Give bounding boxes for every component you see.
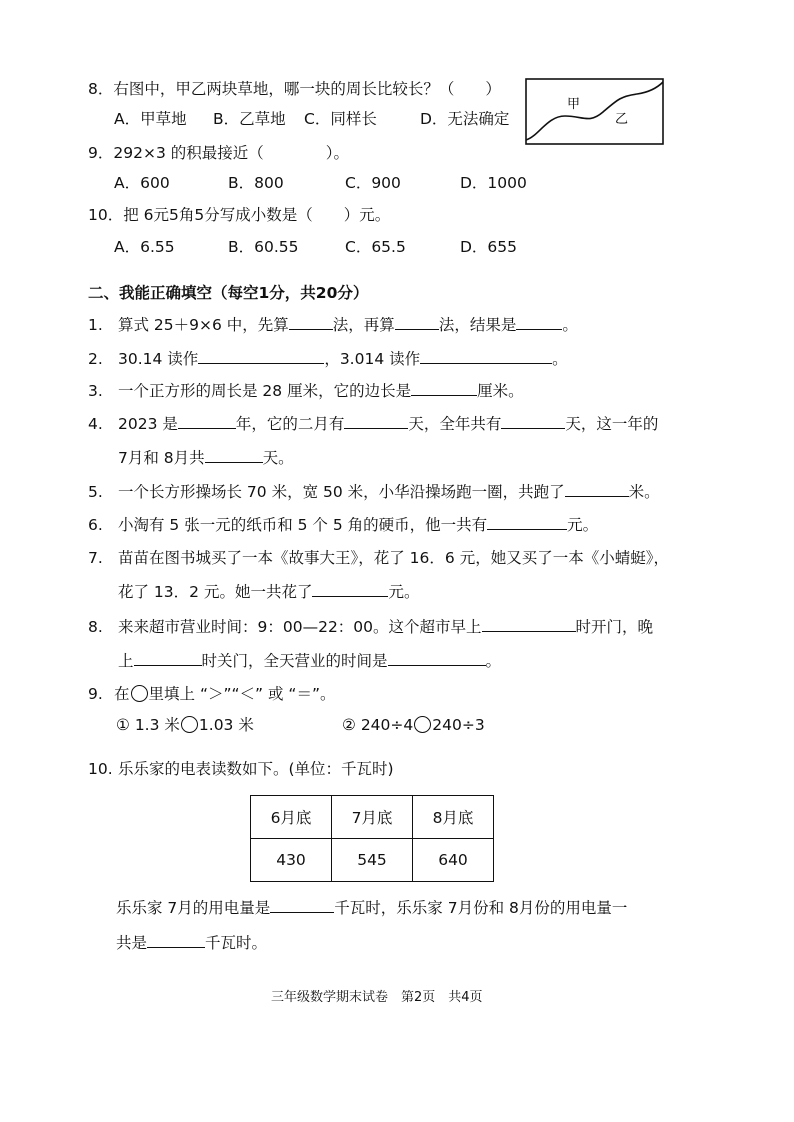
- s2-q9-item1-left: ① 1.3 米: [116, 716, 180, 734]
- s2-q4-blank-1[interactable]: [178, 414, 236, 429]
- q8-option-d: D．无法确定: [420, 110, 510, 128]
- s2-q5-text-2: 米。: [628, 483, 660, 501]
- s2-q2-text-1: 30.14 读作: [118, 350, 199, 368]
- s2-q9-item2-left: ② 240÷4: [342, 716, 414, 734]
- s2-q8: [88, 616, 653, 638]
- s2-q8-text-2: 时开门，晚: [575, 618, 654, 636]
- s2-q4-text-6: 天。: [262, 449, 294, 467]
- s2-q9-text-1: 在: [114, 685, 130, 703]
- s2-q6-number: 6.: [88, 516, 103, 534]
- q9-option-d: D．1000: [460, 174, 527, 192]
- s2-q4-blank-4[interactable]: [205, 448, 263, 463]
- s2-q10-number: 10.: [88, 760, 113, 778]
- s2-q3-text-1: 一个正方形的周长是 28 厘米，它的边长是: [118, 382, 412, 400]
- s2-q10-line1: [116, 897, 627, 919]
- meter-reading-table: [250, 795, 494, 882]
- s2-q9-item1-right: 1.03 米: [198, 716, 254, 734]
- s2-q1-text-2: 法，再算: [332, 316, 395, 334]
- s2-q6: [88, 514, 598, 536]
- s2-q1-text-1: 算式 25＋9×6 中，先算: [118, 316, 289, 334]
- q9-option-a: A．600: [114, 174, 170, 192]
- s2-q4-blank-2[interactable]: [344, 414, 408, 429]
- s2-q2-number: 2.: [88, 350, 103, 368]
- lawn-figure: [525, 78, 665, 146]
- table-cell: 545: [332, 839, 413, 882]
- s2-q4-text-4: 天，这一年的: [565, 415, 659, 433]
- q8-option-a: A．甲草地: [114, 110, 187, 128]
- s2-q3-text-2: 厘米。: [477, 382, 524, 400]
- s2-q2-blank-2[interactable]: [420, 349, 552, 364]
- s2-q7-line2: [118, 581, 419, 603]
- s2-q10-text-4: 千瓦时。: [205, 934, 268, 952]
- s2-q8-blank-1[interactable]: [482, 617, 576, 632]
- s2-q10-text: 乐乐家的电表读数如下。(单位：千瓦时): [118, 760, 394, 778]
- q10-text: 把 6元5角5分写成小数是（ ）元。: [123, 206, 391, 224]
- compare-circle-1[interactable]: [181, 716, 198, 733]
- q9-number: 9．: [88, 144, 114, 162]
- q8-option-b: B．乙草地: [213, 110, 286, 128]
- s2-q5-number: 5.: [88, 483, 103, 501]
- s2-q1-blank-1[interactable]: [289, 315, 333, 330]
- s2-q10-text-2: 千瓦时，乐乐家 7月份和 8月份的用电量一: [334, 899, 628, 917]
- s2-q4-line2: [118, 447, 294, 469]
- s2-q8-text-4: 时关门，全天营业的时间是: [201, 652, 388, 670]
- table-row: [251, 839, 494, 882]
- s2-q8-line2: [118, 650, 501, 672]
- table-cell: 640: [413, 839, 494, 882]
- s2-q10: [88, 758, 394, 780]
- s2-q1-text-3: 法，结果是: [438, 316, 517, 334]
- s2-q4-text-2: 年，它的二月有: [235, 415, 345, 433]
- s2-q1-blank-3[interactable]: [516, 315, 562, 330]
- s2-q10-blank-1[interactable]: [270, 898, 334, 913]
- s2-q8-text-1: 来来超市营业时间：9：00—22：00。这个超市早上: [118, 618, 482, 636]
- compare-circle-icon: [131, 685, 148, 702]
- s2-q8-blank-3[interactable]: [388, 651, 486, 666]
- compare-circle-2[interactable]: [414, 716, 431, 733]
- s2-q8-text-5: 。: [485, 652, 502, 670]
- table-header-row: [251, 796, 494, 839]
- lawn-rectangle: [526, 79, 663, 144]
- s2-q5: [88, 481, 660, 503]
- s2-q1-text-4: 。: [562, 316, 578, 334]
- s2-q4-text-1: 2023 是: [118, 415, 178, 433]
- q8-number: 8．: [88, 80, 114, 98]
- q9-option-b: B．800: [228, 174, 284, 192]
- s2-q4-text-5: 7月和 8月共: [118, 449, 205, 467]
- s2-q2-blank-1[interactable]: [198, 349, 324, 364]
- s2-q8-text-3: 上: [118, 652, 134, 670]
- s2-q4-text-3: 天，全年共有: [408, 415, 502, 433]
- s2-q7-blank-1[interactable]: [312, 582, 388, 597]
- s2-q3: [88, 380, 524, 402]
- s2-q9-number: 9.: [88, 685, 103, 703]
- s2-q8-blank-2[interactable]: [134, 651, 202, 666]
- q10-option-d: D．655: [460, 238, 518, 256]
- s2-q9-item2: [342, 714, 485, 736]
- s2-q3-number: 3.: [88, 382, 103, 400]
- s2-q7-text-3: 元。: [388, 583, 420, 601]
- s2-q10-line2: [116, 932, 267, 954]
- s2-q9-text-2: 里填上 “＞”“＜” 或 “＝”。: [148, 685, 336, 703]
- s2-q7-text-1: 苗苗在图书城买了一本《故事大王》，花了 16．6 元，她又买了一本《小蜻蜓》，: [118, 549, 669, 567]
- s2-q5-blank-1[interactable]: [565, 482, 629, 497]
- lawn-label-yi: 乙: [615, 112, 629, 127]
- s2-q4: [88, 413, 658, 435]
- q10-number: 10．: [88, 206, 124, 224]
- q9-stem: [88, 142, 349, 164]
- s2-q10-text-1: 乐乐家 7月的用电量是: [116, 899, 271, 917]
- s2-q4-blank-3[interactable]: [501, 414, 565, 429]
- s2-q7-text-2: 花了 13．2 元。她一共花了: [118, 583, 313, 601]
- s2-q6-text-2: 元。: [567, 516, 599, 534]
- s2-q2-text-3: 。: [552, 350, 568, 368]
- q8-stem: [88, 78, 501, 100]
- s2-q9-item2-right: 240÷3: [432, 716, 485, 734]
- s2-q4-number: 4.: [88, 415, 103, 433]
- s2-q10-blank-2[interactable]: [147, 933, 205, 948]
- section2-heading: 二、我能正确填空（每空1分，共20分）: [88, 284, 369, 302]
- q8-option-c: C．同样长: [304, 110, 377, 128]
- s2-q1-blank-2[interactable]: [395, 315, 439, 330]
- table-header-cell: 6月底: [251, 796, 332, 839]
- s2-q3-blank-1[interactable]: [411, 381, 477, 396]
- page-footer: 三年级数学期末试卷 第2页 共4页: [271, 990, 483, 1005]
- s2-q1-number: 1.: [88, 316, 103, 334]
- s2-q2-text-2: ，3.014 读作: [324, 350, 421, 368]
- table-cell: 430: [251, 839, 332, 882]
- q10-stem: [88, 204, 390, 226]
- q10-option-a: A．6.55: [114, 238, 175, 256]
- s2-q7-number: 7.: [88, 549, 103, 567]
- s2-q10-text-3: 共是: [116, 934, 148, 952]
- s2-q1: [88, 314, 578, 336]
- s2-q6-blank-1[interactable]: [487, 515, 567, 530]
- q8-text: 右图中，甲乙两块草地，哪一块的周长比较长？（ ）: [113, 80, 501, 98]
- s2-q9: [88, 683, 335, 705]
- lawn-label-jia: 甲: [567, 97, 581, 112]
- q9-option-c: C．900: [345, 174, 401, 192]
- s2-q2: [88, 348, 568, 370]
- s2-q8-number: 8.: [88, 618, 103, 636]
- q10-option-b: B．60.55: [228, 238, 299, 256]
- s2-q6-text-1: 小淘有 5 张一元的纸币和 5 个 5 角的硬币，他一共有: [118, 516, 488, 534]
- s2-q5-text-1: 一个长方形操场长 70 米，宽 50 米，小华沿操场跑一圈，共跑了: [118, 483, 565, 501]
- table-header-cell: 8月底: [413, 796, 494, 839]
- table-header-cell: 7月底: [332, 796, 413, 839]
- q10-option-c: C．65.5: [345, 238, 406, 256]
- s2-q9-item1: [116, 714, 254, 736]
- s2-q7: [88, 547, 669, 569]
- q9-text: 292×3 的积最接近（ ）。: [113, 144, 349, 162]
- lawn-divider-curve: [526, 82, 663, 140]
